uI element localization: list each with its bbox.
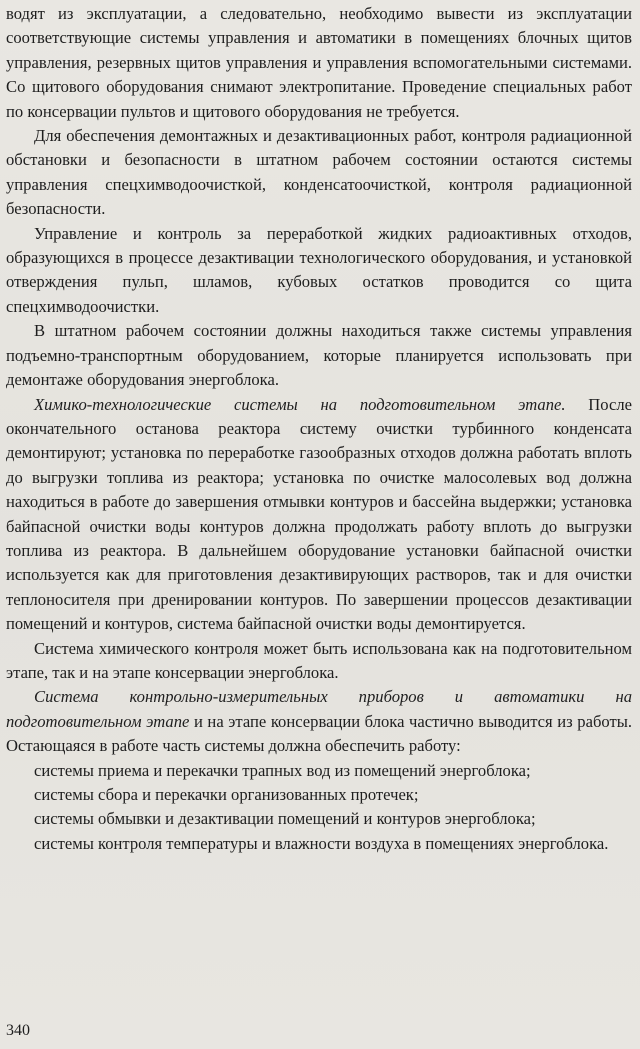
paragraph-6 <box>6 685 632 758</box>
body-text <box>6 2 632 856</box>
text-run: Управление и контроль за переработкой жидких радиоактивных отходов, образующихся в процессе дезактивации технологического оборудования, и установкой отверждения пульп, шламов, кубовых остатков проводится со щита спецхимводоочистки. <box>6 223 632 316</box>
paragraph-3 <box>6 319 632 392</box>
text-run: В штатном рабочем состоянии должны находиться также системы управления подъемно-транспортным оборудованием, которые планируется использовать при демонтаже оборудования энергоблока. <box>6 321 632 390</box>
text-run: и на этапе консервации блока частично выводится из работы. Остающаяся в работе часть системы должна обеспечить работу: <box>6 711 633 756</box>
paragraph-1 <box>6 124 632 222</box>
text-run: После окончательного останова реактора систему очистки турбинного конденсата демонтируют; установка по переработке газообразных отходов должна работать вплоть до выгрузки топлива из реактора; установка по очистке малосолевых вод должна находиться в работе до завершения отмывки контуров и бассейна выдержки; установка байпасной очистки воды контуров должна продолжать работу вплоть до выгрузки топлива из реактора. В дальнейшем оборудование установки байпасной очистки используется как для приготовления дезактивирующих растворов, так и для очистки теплоносителя при дренировании контуров. По завершении процессов дезактивации помещений и контуров, система байпасной очистки воды демонтируется. <box>6 394 632 634</box>
paragraph-10 <box>6 832 632 856</box>
text-run: системы приема и перекачки трапных вод из помещений энергоблока; <box>34 760 531 780</box>
text-run: водят из эксплуатации, а следовательно, необходимо вывести из эксплуатации соответствующие системы управления и автоматики в помещениях блочных щитов управления, резервных щитов управления и управления вспомогательными системами. Со щитового оборудования снимают электропитание. Проведение специальных работ по консервации пультов и щитового оборудования не требуется. <box>6 4 632 121</box>
paragraph-8 <box>6 783 632 807</box>
paragraph-5 <box>6 637 632 686</box>
paragraph-2 <box>6 222 632 320</box>
text-run: системы обмывки и дезактивации помещений и контуров энергоблока; <box>34 809 536 829</box>
page-number: 340 <box>6 1022 30 1039</box>
italic-run: Система контрольно-измерительных приборов и автоматики на подготовительном этапе <box>6 687 632 731</box>
paragraph-7 <box>6 759 632 783</box>
text-run: Для обеспечения демонтажных и дезактивационных работ, контроля радиационной обстановки и безопасности в штатном рабочем состоянии остаются системы управления спецхимводоочисткой, конденсатоочисткой, контроля радиационной безопасности. <box>6 126 632 219</box>
italic-run: Химико-технологические системы на подготовительном этапе. <box>34 394 566 414</box>
text-run: системы сбора и перекачки организованных протечек; <box>34 785 419 804</box>
text-run: Система химического контроля может быть использована как на подготовительном этапе, так и на этапе консервации энергоблока. <box>6 638 632 682</box>
paragraph-9 <box>6 807 632 831</box>
text-run: системы контроля температуры и влажности воздуха в помещениях энергоблока. <box>34 833 609 853</box>
paragraph-0 <box>6 2 632 124</box>
paragraph-4 <box>6 393 632 637</box>
